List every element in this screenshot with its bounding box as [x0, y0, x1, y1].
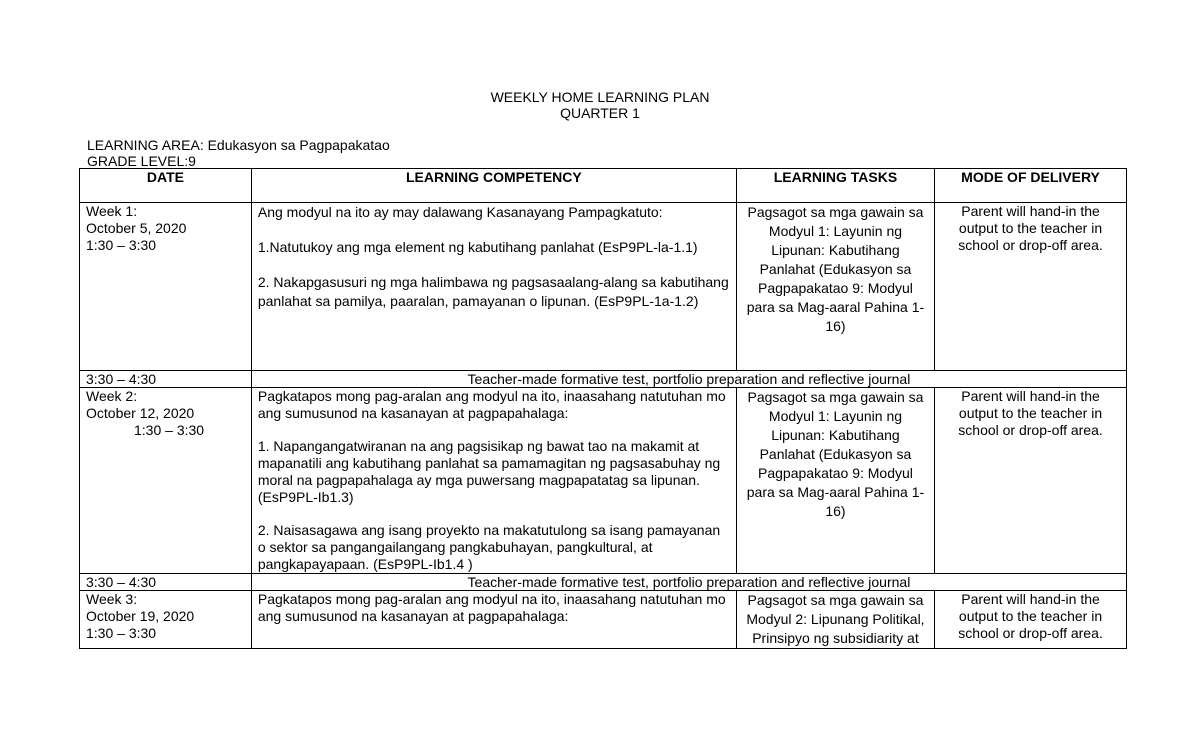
date-cell: [80, 203, 252, 371]
competency-intro: Pagkatapos mong pag-aralan ang modyul na ito, inaasahang natutuhan mo ang sumusunod na kasanayan at pagpapahalaga:: [257, 591, 726, 624]
week-label: Week 3:: [86, 591, 138, 607]
document-title: WEEKLY HOME LEARNING PLAN: [490, 89, 710, 105]
break-activity: Teacher-made formative test, portfolio preparation and reflective journal: [251, 371, 1126, 388]
date-label: October 5, 2020: [86, 220, 187, 236]
table-row-break1: [80, 371, 1127, 388]
tasks-text: Pagsagot sa mga gawain sa Modyul 1: Layunin ng Lipunan: Kabutihang Panlahat (Edukasyon sa Pagpapakatao 9: Modyul para sa Mag-aaral Pahina 1-16): [746, 204, 925, 334]
table-row-week3: [80, 591, 1127, 649]
tasks-cell: [736, 203, 934, 371]
date-cell: [80, 388, 252, 574]
competency-intro: Pagkatapos mong pag-aralan ang modyul na ito, inaasahang natutuhan mo ang sumusunod na kasanayan at pagpapahalaga:: [257, 388, 726, 421]
column-header-date: DATE: [80, 169, 252, 203]
delivery-cell: [935, 203, 1127, 371]
competency-cell: [251, 388, 736, 574]
tasks-text: Pagsagot sa mga gawain sa Modyul 2: Lipunang Politikal, Prinsipyo ng subsidiarity at: [746, 592, 925, 646]
week-label: Week 1:: [86, 203, 138, 219]
competency-cell: [251, 591, 736, 649]
column-header-delivery: MODE OF DELIVERY: [935, 169, 1127, 203]
date-label: October 12, 2020: [86, 405, 195, 421]
break-time: 3:30 – 4:30: [80, 371, 252, 388]
learning-plan-table: [79, 168, 1127, 649]
competency-intro: Ang modyul na ito ay may dalawang Kasanayang Pampagkatuto:: [257, 204, 663, 220]
time-label: 1:30 – 3:30: [134, 422, 205, 438]
time-label: 1:30 – 3:30: [86, 625, 157, 641]
time-label: 1:30 – 3:30: [86, 237, 157, 253]
delivery-text: Parent will hand-in the output to the teacher in school or drop-off area.: [958, 388, 1103, 438]
tasks-cell: [736, 388, 934, 574]
competency-cell: [251, 203, 736, 371]
delivery-cell: [935, 388, 1127, 574]
table-row-break2: [80, 574, 1127, 591]
week-label: Week 2:: [86, 388, 138, 404]
table-row-week2: [80, 388, 1127, 574]
grade-level: GRADE LEVEL:9: [87, 153, 196, 169]
learning-area: LEARNING AREA: Edukasyon sa Pagpapakatao: [87, 137, 390, 153]
date-cell: [80, 591, 252, 649]
competency-item-2: 2. Nakapgasusuri ng mga halimbawa ng pagsasaalang-alang sa kabutihang panlahat sa pamilya, paaralan, pamayanan o lipunan. (EsP9PL-1a-1.2): [257, 274, 729, 309]
quarter-label: QUARTER 1: [560, 105, 640, 121]
competency-item-1: 1.Natutukoy ang mga element ng kabutihang panlahat (EsP9PL-la-1.1): [257, 239, 698, 255]
date-label: October 19, 2020: [86, 608, 195, 624]
table-header-row: [80, 169, 1127, 203]
table-row-week1: [80, 203, 1127, 371]
tasks-text: Pagsagot sa mga gawain sa Modyul 1: Layunin ng Lipunan: Kabutihang Panlahat (Edukasyon sa Pagpapakatao 9: Modyul para sa Mag-aaral Pahina 1-16): [746, 389, 925, 519]
column-header-tasks: LEARNING TASKS: [736, 169, 934, 203]
delivery-text: Parent will hand-in the output to the teacher in school or drop-off area.: [958, 591, 1103, 641]
competency-item-2: 2. Naisasagawa ang isang proyekto na makatutulong sa isang pamayanan o sektor sa pangangailangang pangkabuhayan, pangkultural, at pangkapayapaan. (EsP9PL-Ib1.4 ): [257, 522, 721, 572]
delivery-text: Parent will hand-in the output to the teacher in school or drop-off area.: [958, 203, 1103, 253]
competency-item-1: 1. Napangangatwiranan na ang pagsisikap ng bawat tao na makamit at mapanatili ang kabutihang panlahat sa pamamagitan ng pagsasabuhay ng moral na pagpapahalaga ay mga puwersang magpapatatag sa lipunan. (EsP9PL-Ib1.3): [257, 438, 721, 505]
tasks-cell: [736, 591, 934, 649]
break-activity: Teacher-made formative test, portfolio preparation and reflective journal: [251, 574, 1126, 591]
column-header-competency: LEARNING COMPETENCY: [251, 169, 736, 203]
break-time: 3:30 – 4:30: [80, 574, 252, 591]
delivery-cell: [935, 591, 1127, 649]
